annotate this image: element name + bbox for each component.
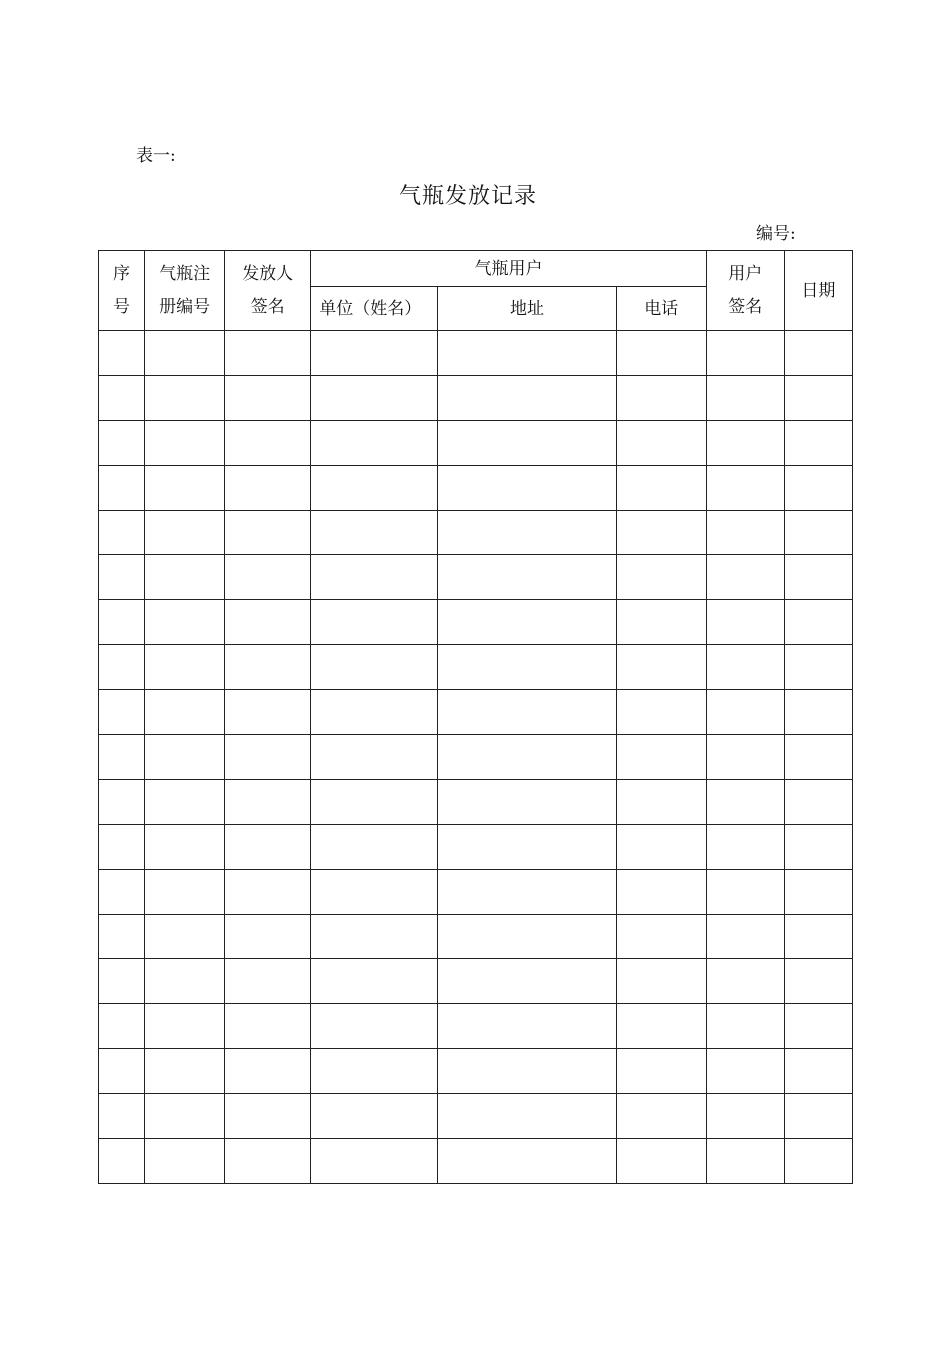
table-cell <box>145 600 225 645</box>
table-row <box>99 331 853 376</box>
table-cell <box>706 510 784 555</box>
table-row <box>99 420 853 465</box>
header-issuer-signature <box>225 251 311 331</box>
table-cell <box>225 1004 311 1049</box>
table-cell <box>438 375 616 420</box>
table-cell <box>438 735 616 780</box>
table-cell <box>784 1004 852 1049</box>
table-cell <box>145 779 225 824</box>
table-cell <box>706 959 784 1004</box>
table-label: 表一: <box>136 146 176 166</box>
table-cell <box>438 331 616 376</box>
table-cell <box>311 420 438 465</box>
table-cell <box>311 331 438 376</box>
table-cell <box>99 420 145 465</box>
table-cell <box>616 645 706 690</box>
table-row <box>99 869 853 914</box>
table-cell <box>99 510 145 555</box>
table-cell <box>438 779 616 824</box>
table-cell <box>145 1049 225 1094</box>
header-user-signature <box>706 251 784 331</box>
table-cell <box>706 1094 784 1139</box>
table-cell <box>438 869 616 914</box>
table-cell <box>145 959 225 1004</box>
table-cell <box>784 465 852 510</box>
table-cell <box>99 465 145 510</box>
table-cell <box>616 735 706 780</box>
table-row <box>99 375 853 420</box>
table-cell <box>225 824 311 869</box>
table-cell <box>225 1139 311 1184</box>
table-cell <box>99 1094 145 1139</box>
table-row <box>99 959 853 1004</box>
table-cell <box>784 1049 852 1094</box>
table-cell <box>616 331 706 376</box>
table-cell <box>311 690 438 735</box>
table-cell <box>99 1004 145 1049</box>
table-cell <box>311 779 438 824</box>
table-cell <box>311 869 438 914</box>
table-cell <box>145 1004 225 1049</box>
table-cell <box>311 510 438 555</box>
table-cell <box>99 1049 145 1094</box>
table-cell <box>311 914 438 959</box>
table-cell <box>438 690 616 735</box>
table-cell <box>706 869 784 914</box>
table-cell <box>145 420 225 465</box>
table-cell <box>784 869 852 914</box>
table-cell <box>784 420 852 465</box>
table-cell <box>706 735 784 780</box>
table-row <box>99 779 853 824</box>
table-cell <box>145 1094 225 1139</box>
table-cell <box>784 555 852 600</box>
table-cell <box>225 869 311 914</box>
table-cell <box>311 555 438 600</box>
table-cell <box>438 600 616 645</box>
table-cell <box>225 375 311 420</box>
table-cell <box>225 420 311 465</box>
table-row <box>99 1049 853 1094</box>
table-cell <box>225 1049 311 1094</box>
header-reg-line1: 气瓶注 <box>159 263 211 284</box>
header-seq-line1: 序 <box>113 263 131 284</box>
table-cell <box>438 465 616 510</box>
table-cell <box>438 1139 616 1184</box>
table-cell <box>616 779 706 824</box>
table-cell <box>616 869 706 914</box>
table-cell <box>225 735 311 780</box>
table-cell <box>616 1139 706 1184</box>
table-cell <box>145 375 225 420</box>
header-sign-line2: 签名 <box>728 296 763 317</box>
table-cell <box>784 735 852 780</box>
table-cell <box>99 869 145 914</box>
table-cell <box>145 869 225 914</box>
table-cell <box>99 600 145 645</box>
table-row <box>99 1004 853 1049</box>
table-cell <box>438 1049 616 1094</box>
table-cell <box>784 645 852 690</box>
table-cell <box>438 959 616 1004</box>
issue-record-table <box>98 250 853 1184</box>
table-cell <box>225 690 311 735</box>
table-cell <box>616 420 706 465</box>
table-cell <box>145 1139 225 1184</box>
table-cell <box>706 779 784 824</box>
table-cell <box>99 375 145 420</box>
table-cell <box>616 914 706 959</box>
table-cell <box>438 645 616 690</box>
table-cell <box>145 914 225 959</box>
table-cell <box>225 959 311 1004</box>
table-cell <box>706 420 784 465</box>
table-cell <box>145 465 225 510</box>
table-cell <box>784 331 852 376</box>
table-cell <box>784 959 852 1004</box>
table-cell <box>438 420 616 465</box>
table-cell <box>784 779 852 824</box>
table-cell <box>706 914 784 959</box>
table-cell <box>99 331 145 376</box>
table-cell <box>706 824 784 869</box>
table-cell <box>311 1094 438 1139</box>
number-label: 编号: <box>756 224 796 244</box>
table-cell <box>99 555 145 600</box>
table-cell <box>438 555 616 600</box>
table-cell <box>784 914 852 959</box>
header-cylinder-user-group: 气瓶用户 <box>311 251 707 287</box>
table-cell <box>145 690 225 735</box>
table-cell <box>784 375 852 420</box>
table-cell <box>145 331 225 376</box>
table-cell <box>225 600 311 645</box>
table-cell <box>784 1094 852 1139</box>
header-seq-line2: 号 <box>113 296 131 317</box>
table-cell <box>99 959 145 1004</box>
table-cell <box>616 824 706 869</box>
header-unit-name: 单位（姓名） <box>311 287 438 331</box>
table-cell <box>438 1094 616 1139</box>
table-cell <box>616 555 706 600</box>
table-row <box>99 600 853 645</box>
page-title: 气瓶发放记录 <box>398 184 537 209</box>
table-cell <box>706 1139 784 1184</box>
table-cell <box>225 914 311 959</box>
table-cell <box>145 645 225 690</box>
table-cell <box>784 510 852 555</box>
table-cell <box>311 959 438 1004</box>
table-cell <box>706 465 784 510</box>
table-row <box>99 465 853 510</box>
header-sign-line1: 用户 <box>728 263 763 284</box>
header-seq <box>99 251 145 331</box>
table-cell <box>311 824 438 869</box>
table-cell <box>438 510 616 555</box>
table-cell <box>225 510 311 555</box>
table-cell <box>616 1004 706 1049</box>
table-cell <box>784 690 852 735</box>
table-cell <box>145 735 225 780</box>
header-phone: 电话 <box>616 287 706 331</box>
table-row <box>99 1094 853 1139</box>
table-cell <box>706 690 784 735</box>
table-cell <box>225 1094 311 1139</box>
table-cell <box>99 824 145 869</box>
table-cell <box>706 375 784 420</box>
table-cell <box>99 735 145 780</box>
table-cell <box>438 1004 616 1049</box>
table-row <box>99 824 853 869</box>
table-cell <box>311 600 438 645</box>
table-cell <box>145 555 225 600</box>
table-cell <box>438 824 616 869</box>
table-cell <box>616 959 706 1004</box>
table-cell <box>145 824 225 869</box>
table-cell <box>706 645 784 690</box>
table-cell <box>225 465 311 510</box>
table-cell <box>706 555 784 600</box>
table-cell <box>99 1139 145 1184</box>
table-cell <box>616 600 706 645</box>
table-cell <box>784 600 852 645</box>
table-cell <box>311 1139 438 1184</box>
table-cell <box>225 331 311 376</box>
table-cell <box>225 779 311 824</box>
table-cell <box>311 375 438 420</box>
table-cell <box>311 1049 438 1094</box>
table-cell <box>616 375 706 420</box>
table-cell <box>145 510 225 555</box>
table-row <box>99 914 853 959</box>
table-cell <box>99 645 145 690</box>
header-registration-no <box>145 251 225 331</box>
table-cell <box>616 1049 706 1094</box>
header-reg-line2: 册编号 <box>159 296 211 317</box>
table-cell <box>616 690 706 735</box>
table-cell <box>225 555 311 600</box>
table-cell <box>706 331 784 376</box>
table-cell <box>311 465 438 510</box>
table-row <box>99 555 853 600</box>
table-cell <box>616 1094 706 1139</box>
header-issuer-line1: 发放人 <box>242 263 294 284</box>
table-cell <box>706 1049 784 1094</box>
table-row <box>99 690 853 735</box>
table-row <box>99 645 853 690</box>
table-cell <box>225 645 311 690</box>
table-cell <box>311 1004 438 1049</box>
table-cell <box>99 690 145 735</box>
table-cell <box>616 510 706 555</box>
table-cell <box>438 914 616 959</box>
header-issuer-line2: 签名 <box>250 296 285 317</box>
table-cell <box>311 645 438 690</box>
table-cell <box>784 1139 852 1184</box>
table-row <box>99 735 853 780</box>
table-cell <box>784 824 852 869</box>
table-cell <box>706 600 784 645</box>
table-row <box>99 1139 853 1184</box>
header-date: 日期 <box>784 251 852 331</box>
header-row-1 <box>99 251 853 287</box>
table-cell <box>616 465 706 510</box>
table-cell <box>311 735 438 780</box>
table-row <box>99 510 853 555</box>
header-address: 地址 <box>438 287 616 331</box>
table-cell <box>706 1004 784 1049</box>
table-cell <box>99 914 145 959</box>
table-cell <box>99 779 145 824</box>
